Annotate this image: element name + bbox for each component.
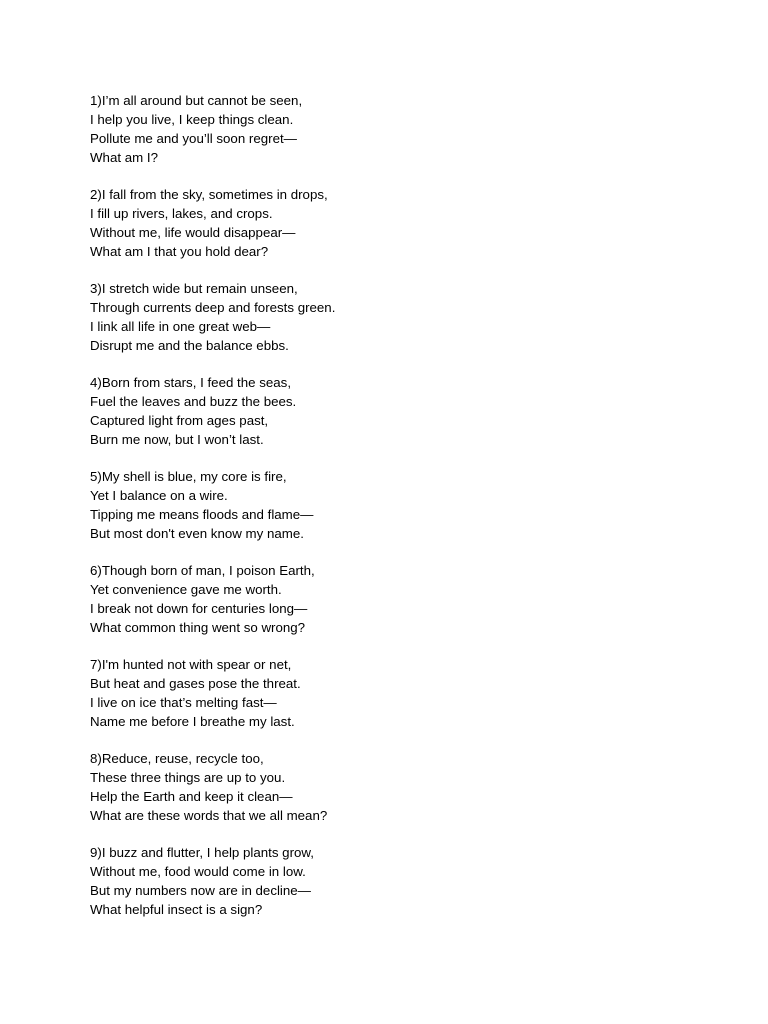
riddle-line: I help you live, I keep things clean. (90, 112, 294, 127)
riddle-line: 3)I stretch wide but remain unseen, (90, 281, 298, 296)
riddle-list (90, 91, 730, 937)
riddle-line: But my numbers now are in decline— (90, 883, 311, 898)
riddle-line: Burn me now, but I won’t last. (90, 432, 264, 447)
riddle-line: Through currents deep and forests green. (90, 300, 336, 315)
riddle-4 (90, 373, 730, 449)
riddle-line: What helpful insect is a sign? (90, 902, 263, 917)
riddle-line: 8)Reduce, reuse, recycle too, (90, 751, 264, 766)
riddle-line: Disrupt me and the balance ebbs. (90, 338, 289, 353)
riddle-line: 9)I buzz and flutter, I help plants grow, (90, 845, 314, 860)
riddle-5 (90, 467, 730, 543)
riddle-line: Fuel the leaves and buzz the bees. (90, 394, 297, 409)
riddle-line: But most don't even know my name. (90, 526, 304, 541)
riddle-line: Pollute me and you’ll soon regret— (90, 131, 297, 146)
riddle-line: What common thing went so wrong? (90, 620, 306, 635)
riddle-line: I break not down for centuries long— (90, 601, 308, 616)
riddle-line: 2)I fall from the sky, sometimes in drops, (90, 187, 328, 202)
riddle-line: Yet I balance on a wire. (90, 488, 228, 503)
riddle-7 (90, 655, 730, 731)
riddle-line: Name me before I breathe my last. (90, 714, 295, 729)
riddle-line: I link all life in one great web— (90, 319, 271, 334)
riddle-8 (90, 749, 730, 825)
riddle-line: Without me, food would come in low. (90, 864, 306, 879)
riddle-line: 6)Though born of man, I poison Earth, (90, 563, 315, 578)
riddle-line: Tipping me means floods and flame— (90, 507, 314, 522)
riddle-line: What am I? (90, 150, 158, 165)
riddle-line: 5)My shell is blue, my core is fire, (90, 469, 287, 484)
riddle-9 (90, 843, 730, 919)
riddle-6 (90, 561, 730, 637)
riddle-1 (90, 91, 730, 167)
riddle-line: 1)I’m all around but cannot be seen, (90, 93, 303, 108)
riddle-line: These three things are up to you. (90, 770, 286, 785)
riddle-line: I live on ice that’s melting fast— (90, 695, 277, 710)
riddle-line: Help the Earth and keep it clean— (90, 789, 293, 804)
riddle-line: Captured light from ages past, (90, 413, 269, 428)
riddle-line: 4)Born from stars, I feed the seas, (90, 375, 292, 390)
riddle-line: I fill up rivers, lakes, and crops. (90, 206, 273, 221)
riddle-line: What are these words that we all mean? (90, 808, 328, 823)
riddle-line: But heat and gases pose the threat. (90, 676, 301, 691)
riddle-3 (90, 279, 730, 355)
riddle-line: What am I that you hold dear? (90, 244, 269, 259)
riddle-line: Yet convenience gave me worth. (90, 582, 282, 597)
riddle-2 (90, 185, 730, 261)
riddle-line: 7)I'm hunted not with spear or net, (90, 657, 292, 672)
riddle-line: Without me, life would disappear— (90, 225, 296, 240)
